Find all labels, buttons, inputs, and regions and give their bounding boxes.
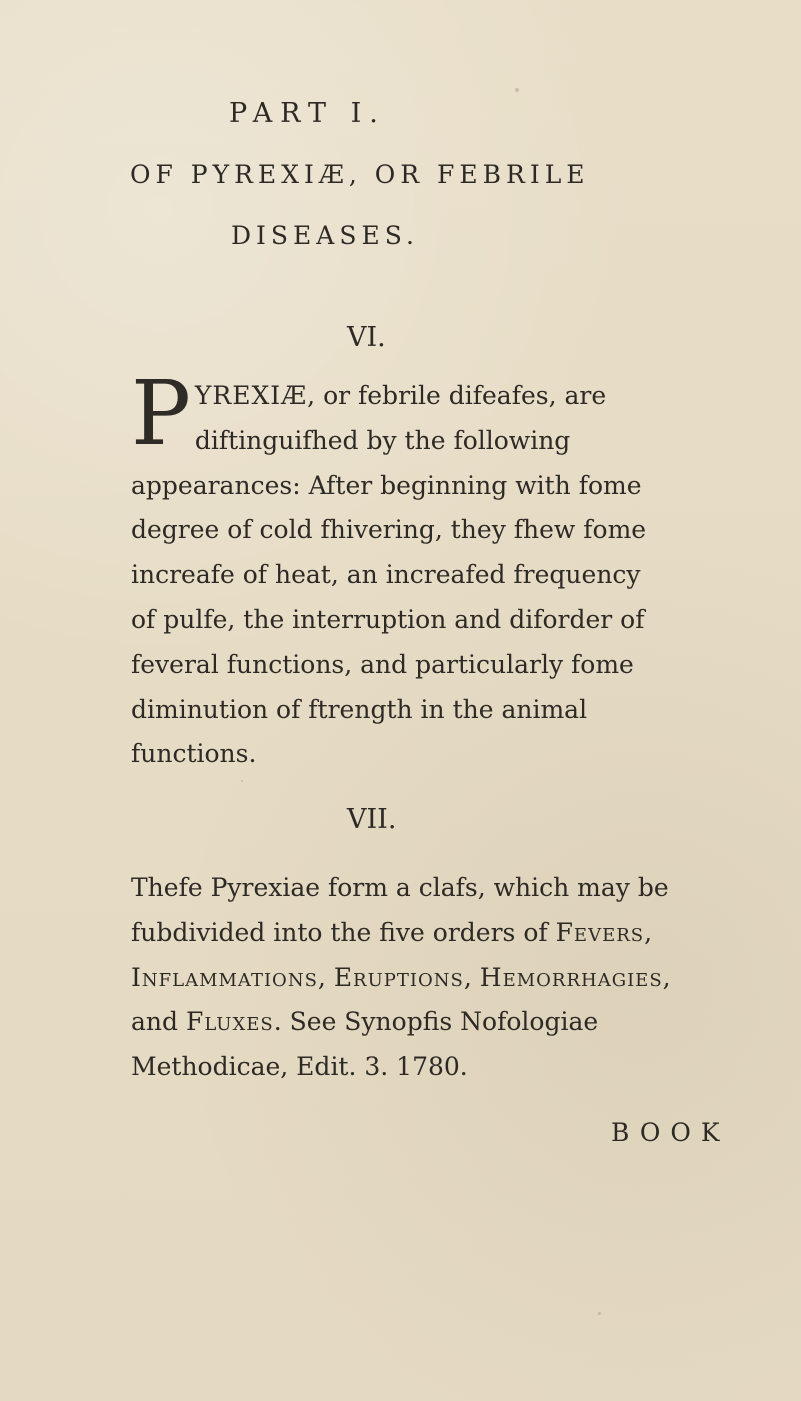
comma-separator: , (463, 962, 480, 992)
section-vi-lead-word: YREXIÆ (194, 381, 308, 410)
section-vii-text-start: Thefe Pyrexiae form a clafs, which may be fubdivided into the five orders of (131, 873, 669, 947)
section-vi-paragraph (131, 361, 671, 777)
section-number-vii: VII. (347, 804, 397, 835)
order-inflammations: Inflammations (131, 962, 318, 992)
paper-spot (515, 88, 519, 92)
catchword: BOOK (611, 1118, 730, 1147)
chapter-title-line-1: OF PYREXIÆ, OR FEBRILE (130, 160, 590, 189)
paper-spot (241, 780, 243, 782)
part-title: PART I. (229, 98, 386, 129)
drop-cap-letter: P (131, 361, 191, 465)
section-vi-text: , or febrile difeafes, are diftinguifhed by the following appearances: After beginning with fome degree of cold fhivering, they fhew fome increafe of heat, an increafed frequency of pulfe, the interruption and diforder of feveral functions, and particularly fome diminution of ftrength in the animal functions. (131, 381, 647, 769)
comma-separator: , (644, 917, 653, 947)
section-vii-paragraph (131, 866, 671, 1090)
order-fevers: Fevers (555, 917, 645, 947)
paper-spot (598, 1312, 601, 1315)
order-eruptions: Eruptions (333, 962, 464, 992)
and-connector: , and (131, 962, 671, 1037)
chapter-title-line-2: DISEASES. (231, 221, 419, 250)
comma-separator: , (317, 962, 334, 992)
section-number-vi: VI. (347, 322, 386, 353)
section-vii-text-end: . See Synopfis Nofologiae Methodicae, Edit. 3. 1780. (131, 1007, 599, 1082)
order-hemorrhagies: Hemorrhagies (479, 962, 663, 992)
order-fluxes: Fluxes (185, 1007, 274, 1037)
